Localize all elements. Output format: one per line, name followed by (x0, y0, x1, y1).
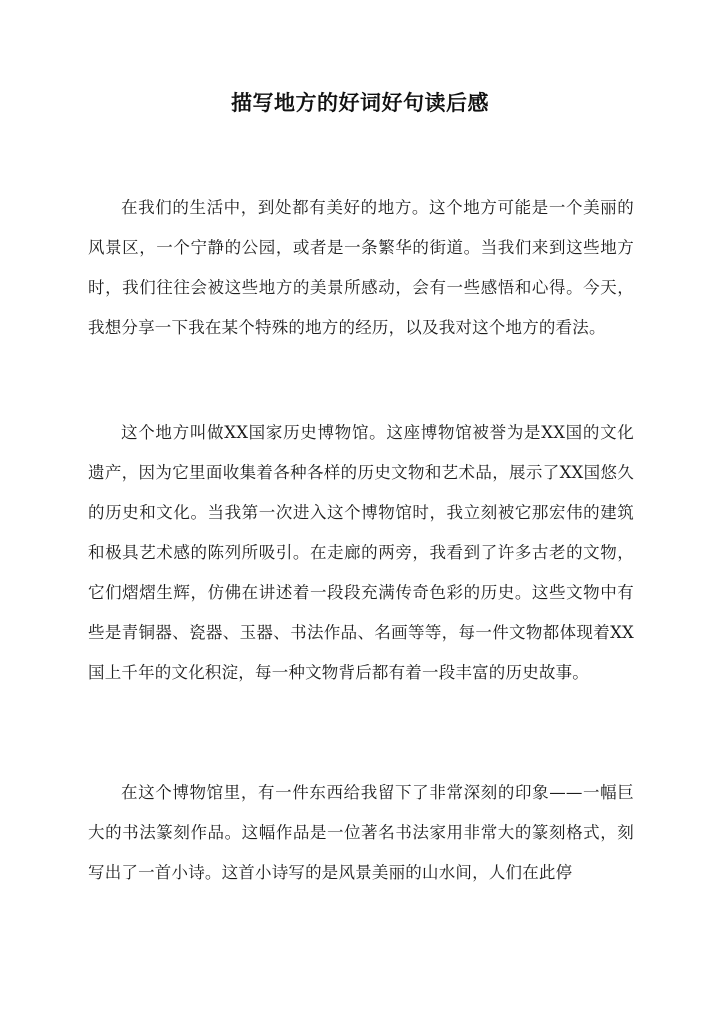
paragraph-2: 这个地方叫做XX国家历史博物馆。这座博物馆被誉为是XX国的文化遗产，因为它里面收集着各种各样的历史文物和艺术品，展示了XX国悠久的历史和文化。当我第一次进入这个博物馆时，我立刻被它那宏伟的建筑和极具艺术感的陈列所吸引。在走廊的两旁，我看到了许多古老的文物，它们熠熠生辉，仿佛在讲述着一段段充满传奇色彩的历史。这些文物中有些是青铜器、瓷器、玉器、书法作品、名画等等，每一件文物都体现着XX国上千年的文化积淀，每一种文物背后都有着一段丰富的历史故事。 (88, 423, 634, 682)
paragraph-3-block (88, 773, 634, 893)
paragraph-1: 在我们的生活中，到处都有美好的地方。这个地方可能是一个美丽的风景区，一个宁静的公园，或者是一条繁华的街道。当我们来到这些地方时，我们往往会被这些地方的美景所感动，会有一些感悟和心得。今天，我想分享一下我在某个特殊的地方的经历，以及我对这个地方的看法。 (88, 198, 634, 337)
paragraph-2-block (88, 413, 634, 693)
paragraph-1-block (88, 188, 634, 348)
document-title: 描写地方的好词好句读后感 (231, 90, 489, 115)
paragraph-3: 在这个博物馆里，有一件东西给我留下了非常深刻的印象——一幅巨大的书法篆刻作品。这幅作品是一位著名书法家用非常大的篆刻格式，刻写出了一首小诗。这首小诗写的是风景美丽的山水间，人们在此停 (88, 783, 634, 882)
